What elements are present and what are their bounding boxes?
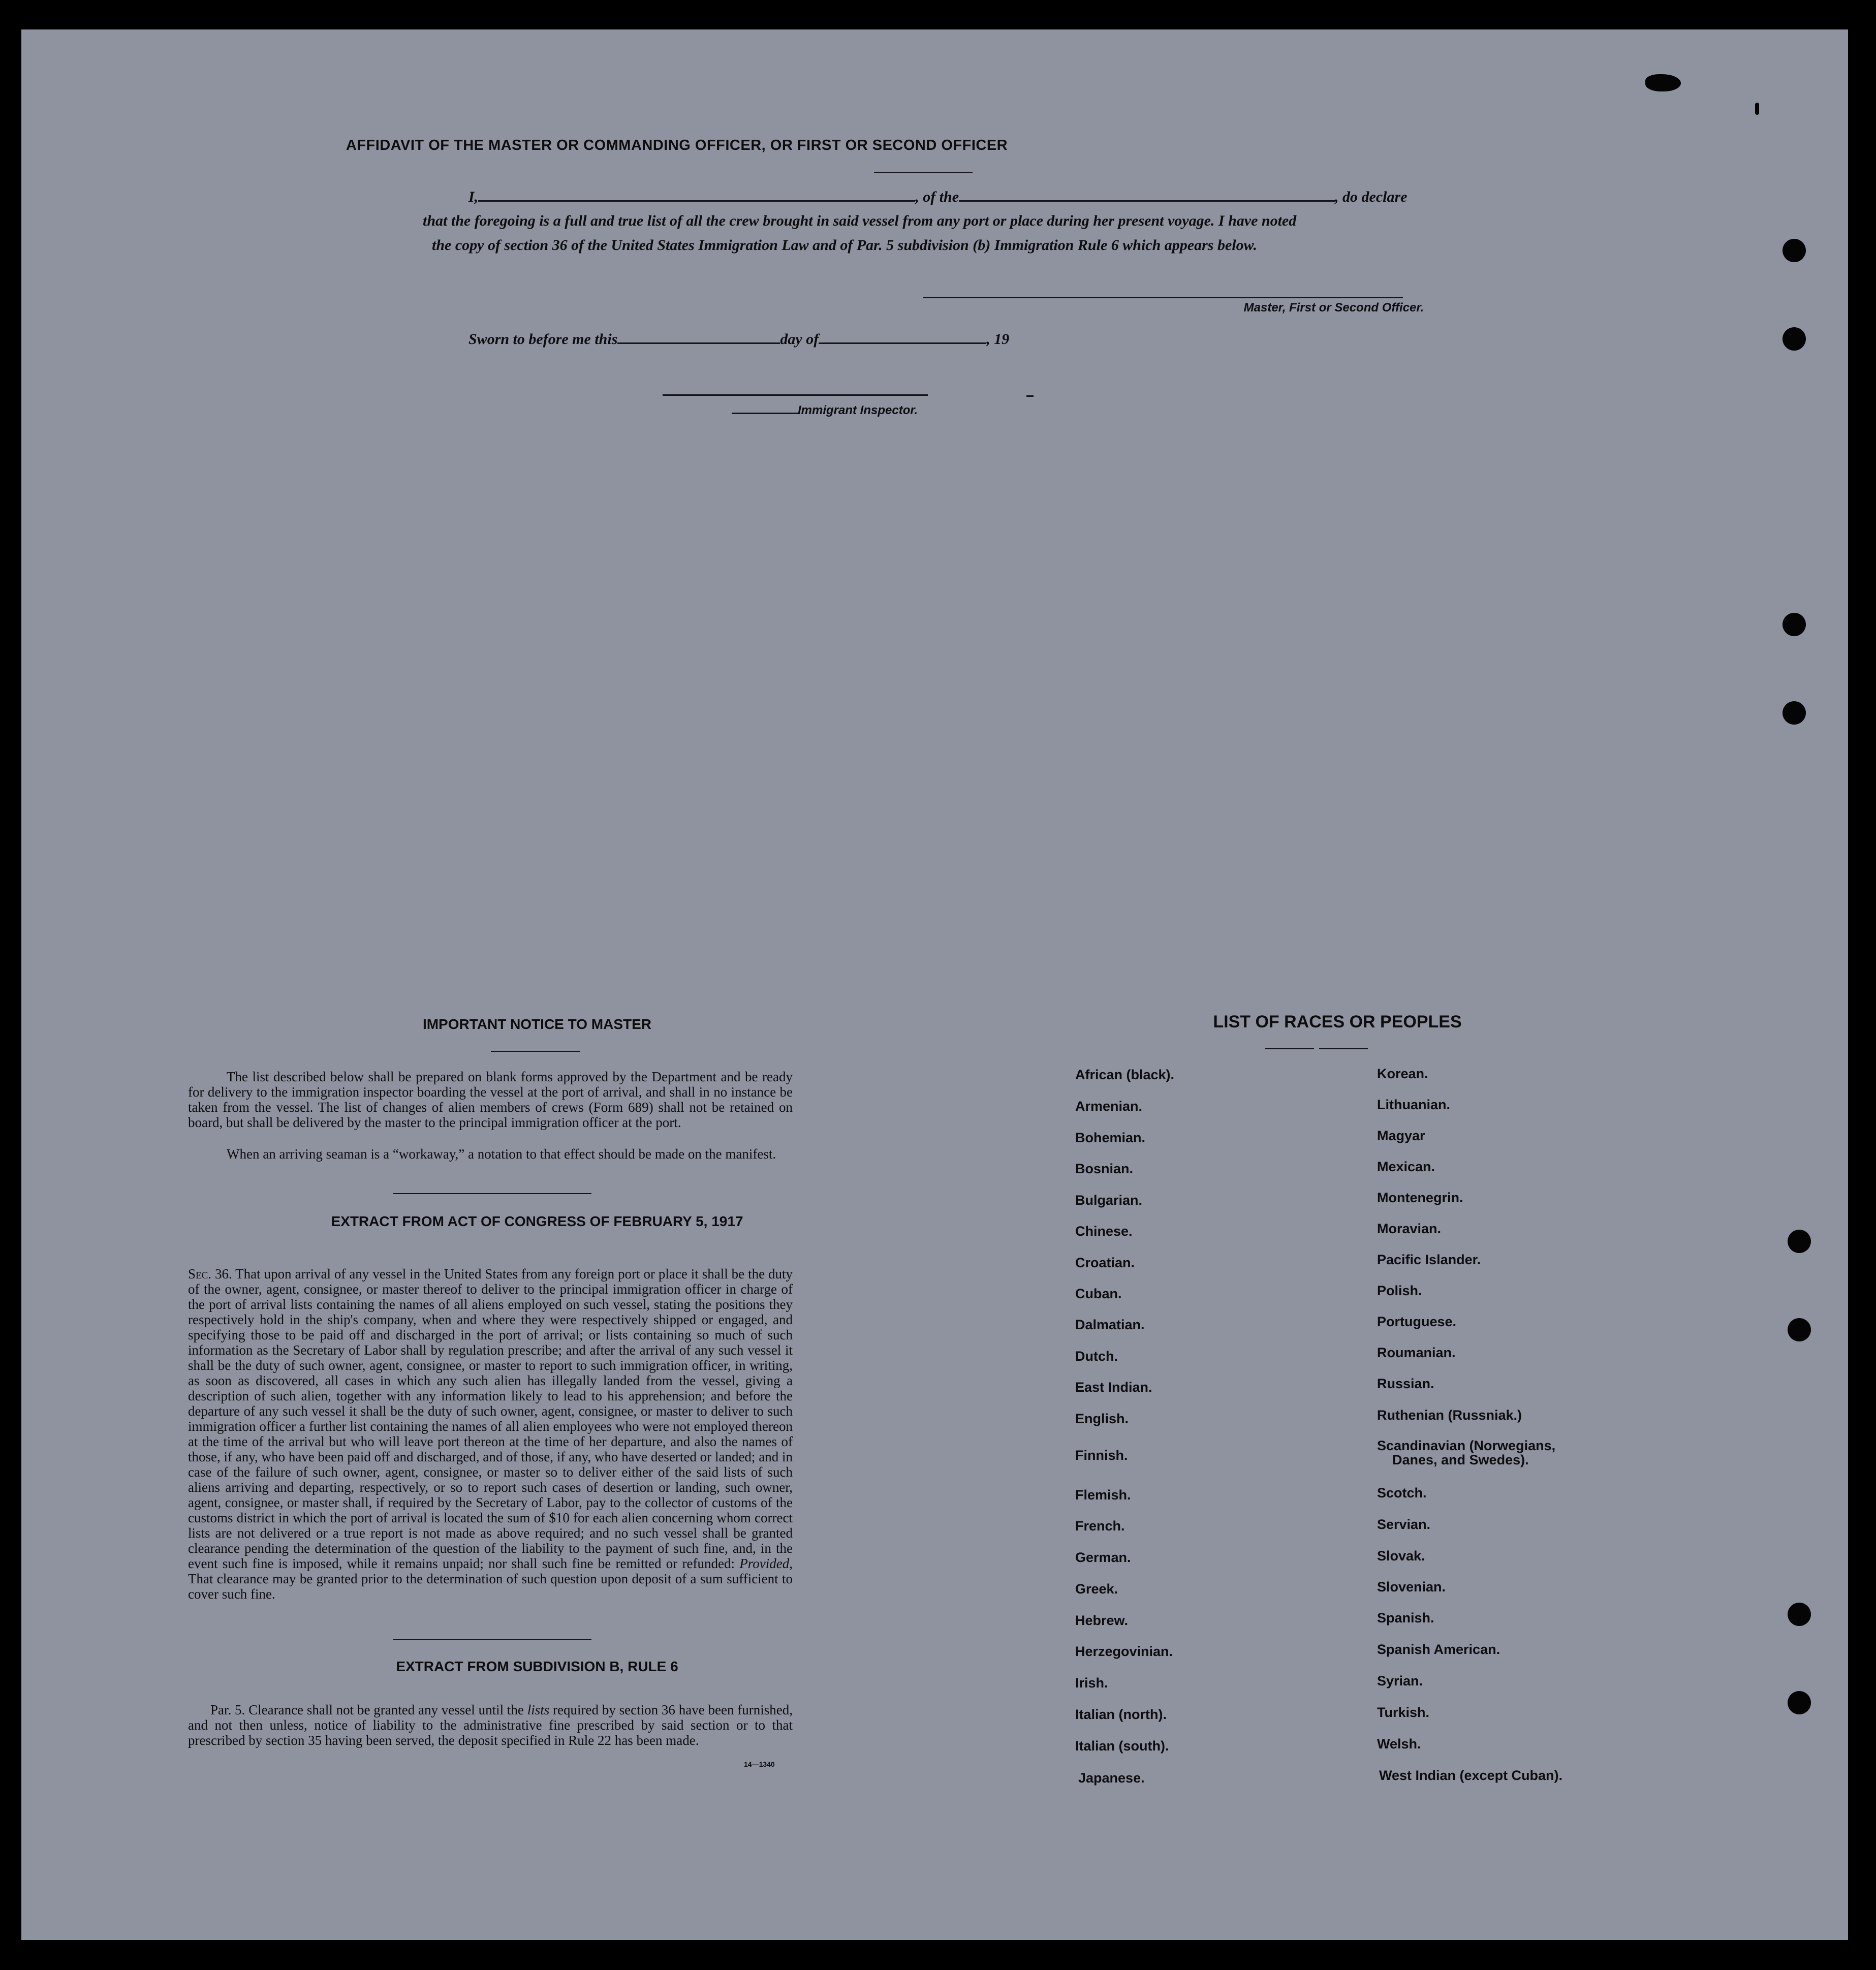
race-item: Dalmatian. [1075,1317,1145,1332]
race-item: English. [1075,1411,1129,1426]
inspector-signature-caption [732,402,918,418]
section-text-start: 36. That upon arrival of any vessel in the United States from any foreign port or place it shall be the duty of the owner, agent, consignee, or master thereof to deliver to the principal immigration officer in charge of the port of arrival lists containing the names of all aliens employed on such vessel, stating the positions they respectively hold in the ship's company, when and where they were respectively shipped or engaged, and specifying those to be paid off and discharged in the port of arrival; or lists containing so much of such information as the Secretary of Labor shall by regulation prescribe; and after the arrival of any such vessel it shall be the duty of such owner, agent, consignee, or master to report to such immigration officer, in writing, as soon as discovered, all cases in which any such alien has illegally landed from the vessel, giving a description of such alien, together with any information likely to lead to his apprehension; and before the departure of any such vessel it shall be the duty of such owner, agent, consignee, or master to deliver to such immigration officer a further list containing the names of all alien employees who were not employed thereon at the time of the arrival but who will leave port thereon at the time of her departure, and also the names of those, if any, who have been paid off and discharged, and of those, if any, who have deserted or landed; and in case of the failure of such owner, agent, consignee, or master so to deliver either of the said lists of such aliens arriving and departing, respectively, or so to report such cases of desertion or landing, such owner, agent, consignee, or master shall, if required by the Secretary of Labor, pay to the collector of customs of the customs district in which the port of arrival is located the sum of $10 for each alien concerning whom correct lists are not delivered or a true report is not made as above required; and no such vessel shall be granted clearance pending the determination of the question of the liability to the payment of such fine, and, in the event such fine is imposed, while it remains unpaid; nor shall such fine be remitted or refunded: [188,1266,793,1571]
race-item: Slovenian. [1377,1579,1446,1594]
punch-hole-icon [1783,701,1806,725]
race-item: Bosnian. [1075,1161,1134,1176]
race-item: Welsh. [1377,1736,1421,1752]
master-signature-caption: Master, First or Second Officer. [1243,301,1424,315]
rule-text-start: Par. 5. Clearance shall not be granted any vessel until the [210,1702,527,1717]
affidavit-of-the-label: , of the [915,189,959,205]
race-item: Russian. [1377,1376,1434,1391]
punch-hole-icon [1788,1230,1811,1253]
race-item: Syrian. [1377,1673,1423,1688]
inspector-caption-label: Immigrant Inspector. [798,403,918,417]
punch-hole-icon [1788,1318,1811,1341]
punch-hole-icon [1788,1691,1811,1714]
divider [874,172,973,173]
race-item: Magyar [1377,1128,1425,1143]
notice-title: IMPORTANT NOTICE TO MASTER [422,1016,652,1032]
name-blank[interactable] [478,188,915,202]
section-text-end: That clearance may be granted prior to the determination of such question upon deposit of a sum sufficient to cover such fine. [188,1571,793,1602]
race-item: Mexican. [1377,1159,1435,1174]
race-item: Lithuanian. [1377,1097,1450,1112]
sworn-day-blank[interactable] [617,330,780,344]
affidavit-line-3: the copy of section 36 of the United States Immigration Law and of Par. 5 subdivision (b) Immigration Rule 6 which appears below. [432,237,1257,254]
race-item: Hebrew. [1075,1613,1129,1628]
race-item: Servian. [1377,1517,1431,1532]
dash-mark [1026,395,1034,397]
race-item: Korean. [1377,1066,1428,1081]
race-item: Bulgarian. [1075,1193,1143,1208]
ink-blot-icon [1645,74,1681,91]
punch-hole-icon [1788,1603,1811,1626]
inspector-signature-line[interactable] [663,394,928,396]
punch-hole-icon [1783,239,1806,262]
race-item: Irish. [1075,1675,1108,1691]
affidavit-line-1 [468,188,1407,206]
race-item: Greek. [1075,1581,1118,1597]
affidavit-title: AFFIDAVIT OF THE MASTER OR COMMANDING OFFICER, OR FIRST OR SECOND OFFICER [346,137,1008,153]
race-item: Italian (south). [1075,1738,1169,1754]
race-item: Chinese. [1075,1224,1133,1239]
race-item: Armenian. [1075,1099,1143,1114]
rule-text-end: required by section 36 have been furnished, and not then unless, notice of liability to the administrative fine prescribed by said section or to that prescribed by section 35 having been served, the deposit specified in Rule 22 has been made. [188,1702,793,1748]
race-item: Moravian. [1377,1221,1442,1236]
sworn-label: Sworn to before me this [468,331,618,348]
race-item: Japanese. [1078,1770,1145,1786]
divider [491,1051,580,1052]
month-blank[interactable] [819,330,986,344]
provided-word: Provided, [739,1556,793,1571]
act-section-36 [188,1266,793,1602]
vessel-blank[interactable] [959,188,1335,202]
race-item: West Indian (except Cuban). [1379,1768,1563,1783]
race-item: African (black). [1075,1067,1175,1082]
punch-hole-icon [1783,327,1806,351]
master-signature-line[interactable] [923,297,1403,298]
race-item: Slovak. [1377,1548,1425,1564]
rule-title: EXTRACT FROM SUBDIVISION B, RULE 6 [396,1659,678,1674]
race-item: Bohemian. [1075,1130,1146,1145]
day-of-label: day of [780,331,819,348]
races-title: LIST OF RACES OR PEOPLES [1213,1012,1462,1031]
divider [393,1193,591,1194]
divider [1265,1048,1314,1049]
affidavit-declare-label: , do declare [1335,189,1408,205]
sworn-line [468,330,1009,348]
race-item: Pacific Islander. [1377,1252,1481,1267]
race-item: Croatian. [1075,1255,1135,1270]
race-item: Herzegovinian. [1075,1644,1173,1659]
inspector-name-blank[interactable] [732,402,798,414]
divider [393,1639,591,1640]
race-item: Spanish American. [1377,1642,1500,1657]
race-item: Flemish. [1075,1487,1131,1503]
form-number: 14—1340 [744,1760,775,1768]
section-label: Sec. [188,1266,212,1281]
race-item: Danes, and Swedes). [1392,1452,1529,1467]
punch-hole-icon [1783,613,1806,636]
race-item: French. [1075,1518,1125,1534]
notice-paragraph-1: The list described below shall be prepared on blank forms approved by the Department and be ready for delivery to the immigration inspector boarding the vessel at the port of arrival, and shall in no instance be taken from the vessel. The list of changes of alien members of crews (Form 689) shall not be retained on board, but shall be delivered by the master to the principal immigration officer at the port. [188,1069,793,1130]
rule-paragraph [188,1702,793,1748]
race-item: Montenegrin. [1377,1190,1463,1205]
document-page [21,29,1848,1940]
race-item: Cuban. [1075,1286,1122,1301]
race-item: Dutch. [1075,1349,1118,1364]
race-item: German. [1075,1550,1131,1565]
notice-paragraph-2: When an arriving seaman is a “workaway,” a notation to that effect should be made on the manifest. [227,1146,776,1162]
lists-word: lists [527,1702,550,1717]
affidavit-line-2: that the foregoing is a full and true list of all the crew brought in said vessel from any port or place during her present voyage. I have noted [423,212,1297,229]
act-title: EXTRACT FROM ACT OF CONGRESS OF FEBRUARY 5, 1917 [331,1213,743,1229]
race-item: Ruthenian (Russniak.) [1377,1408,1522,1423]
race-item: Spanish. [1377,1610,1434,1625]
race-item: Roumanian. [1377,1345,1456,1360]
race-item: East Indian. [1075,1380,1152,1395]
race-item: Portuguese. [1377,1314,1457,1329]
race-item: Finnish. [1075,1448,1128,1463]
race-item: Italian (north). [1075,1707,1167,1722]
race-item: Scotch. [1377,1485,1427,1500]
affidavit-i-label: I, [468,189,479,205]
year-label: , 19 [986,331,1010,348]
divider [1319,1048,1368,1049]
ink-mark-icon [1755,103,1759,115]
race-item: Turkish. [1377,1705,1430,1720]
race-item: Polish. [1377,1283,1422,1298]
race-item: Scandinavian (Norwegians, [1377,1438,1556,1453]
